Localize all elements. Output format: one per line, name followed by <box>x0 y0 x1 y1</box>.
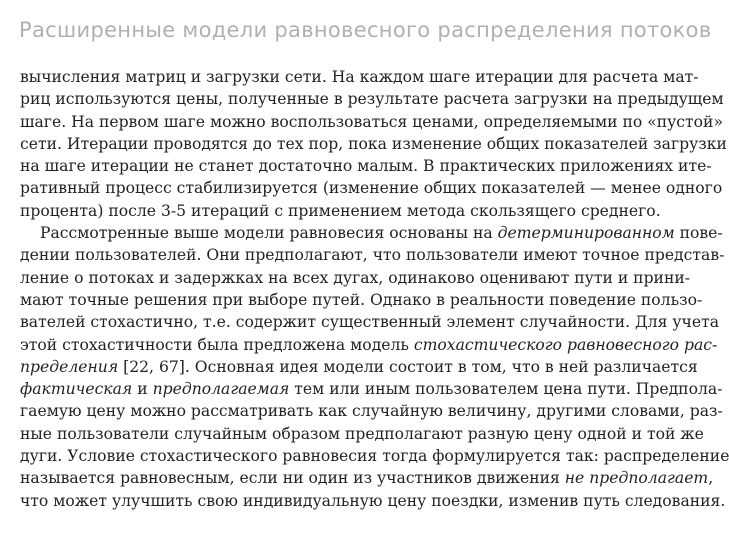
text-line: ные пользователи случайным образом предполагают разную цену одной и той же <box>20 424 704 443</box>
text-line: называется равновесным, если ни один из участников движения не предполагает, <box>20 469 714 488</box>
text-line: Рассмотренные выше модели равновесия основаны на детерминированном пове- <box>40 224 723 243</box>
text-line: ление о потоках и задержках на всех дугах, одинаково оценивают пути и прини- <box>20 268 690 287</box>
text-line: этой стохастичности была предложена модель стохастического равновесного рас- <box>20 335 718 354</box>
text-line: риц используются цены, полученные в результате расчета загрузки на предыдущем <box>20 90 724 109</box>
text-line: ративный процесс стабилизируется (изменение общих показателей — менее одного <box>20 179 723 198</box>
text-line: фактическая и предполагаемая тем или иным пользователем цена пути. Предпола- <box>20 380 723 399</box>
text-line: что может улучшить свою индивидуальную цену поездки, изменив путь следования. <box>20 491 726 510</box>
emphasis: детерминированном <box>497 224 675 243</box>
emphasis: стохастического равновесного рас- <box>413 335 718 354</box>
paragraph-iteration <box>20 66 727 222</box>
text-line: вателей стохастично, т.е. содержит существенный элемент случайности. Для учета <box>20 313 720 332</box>
paragraph-stochastic <box>20 222 729 512</box>
emphasis: фактическая <box>20 380 133 399</box>
emphasis: не предполагает <box>564 469 709 488</box>
text-line: сети. Итерации проводятся до тех пор, пока изменение общих показателей загрузки <box>20 134 727 153</box>
text-line: дуги. Условие стохастического равновесия тогда формулируется так: распределение <box>20 447 729 466</box>
text-line: шаге. На первом шаге можно воспользоваться ценами, определяемыми по «пустой» <box>20 112 723 131</box>
text-line: вычисления матриц и загрузки сети. На каждом шаге итерации для расчета мат- <box>20 68 699 86</box>
text-line: пределения [22, 67]. Основная идея модели состоит в том, что в ней различается <box>20 357 698 376</box>
text-line: процента) после 3-5 итераций с применением метода скользящего среднего. <box>20 201 661 220</box>
slide-title: Расширенные модели равновесного распределения потоков <box>19 18 712 42</box>
text-line: мают точные решения при выборе путей. Однако в реальности поведение пользо- <box>20 290 703 309</box>
document-page <box>20 66 729 512</box>
text-line: дении пользователей. Они предполагают, что пользователи имеют точное представ- <box>20 246 725 265</box>
text-line: гаемую цену можно рассматривать как случайную величину, другими словами, раз- <box>20 402 723 421</box>
emphasis: пределения <box>20 357 119 376</box>
emphasis: предполагаемая <box>152 380 290 399</box>
text-line: на шаге итерации не станет достаточно малым. В практических приложениях ите- <box>20 157 712 176</box>
